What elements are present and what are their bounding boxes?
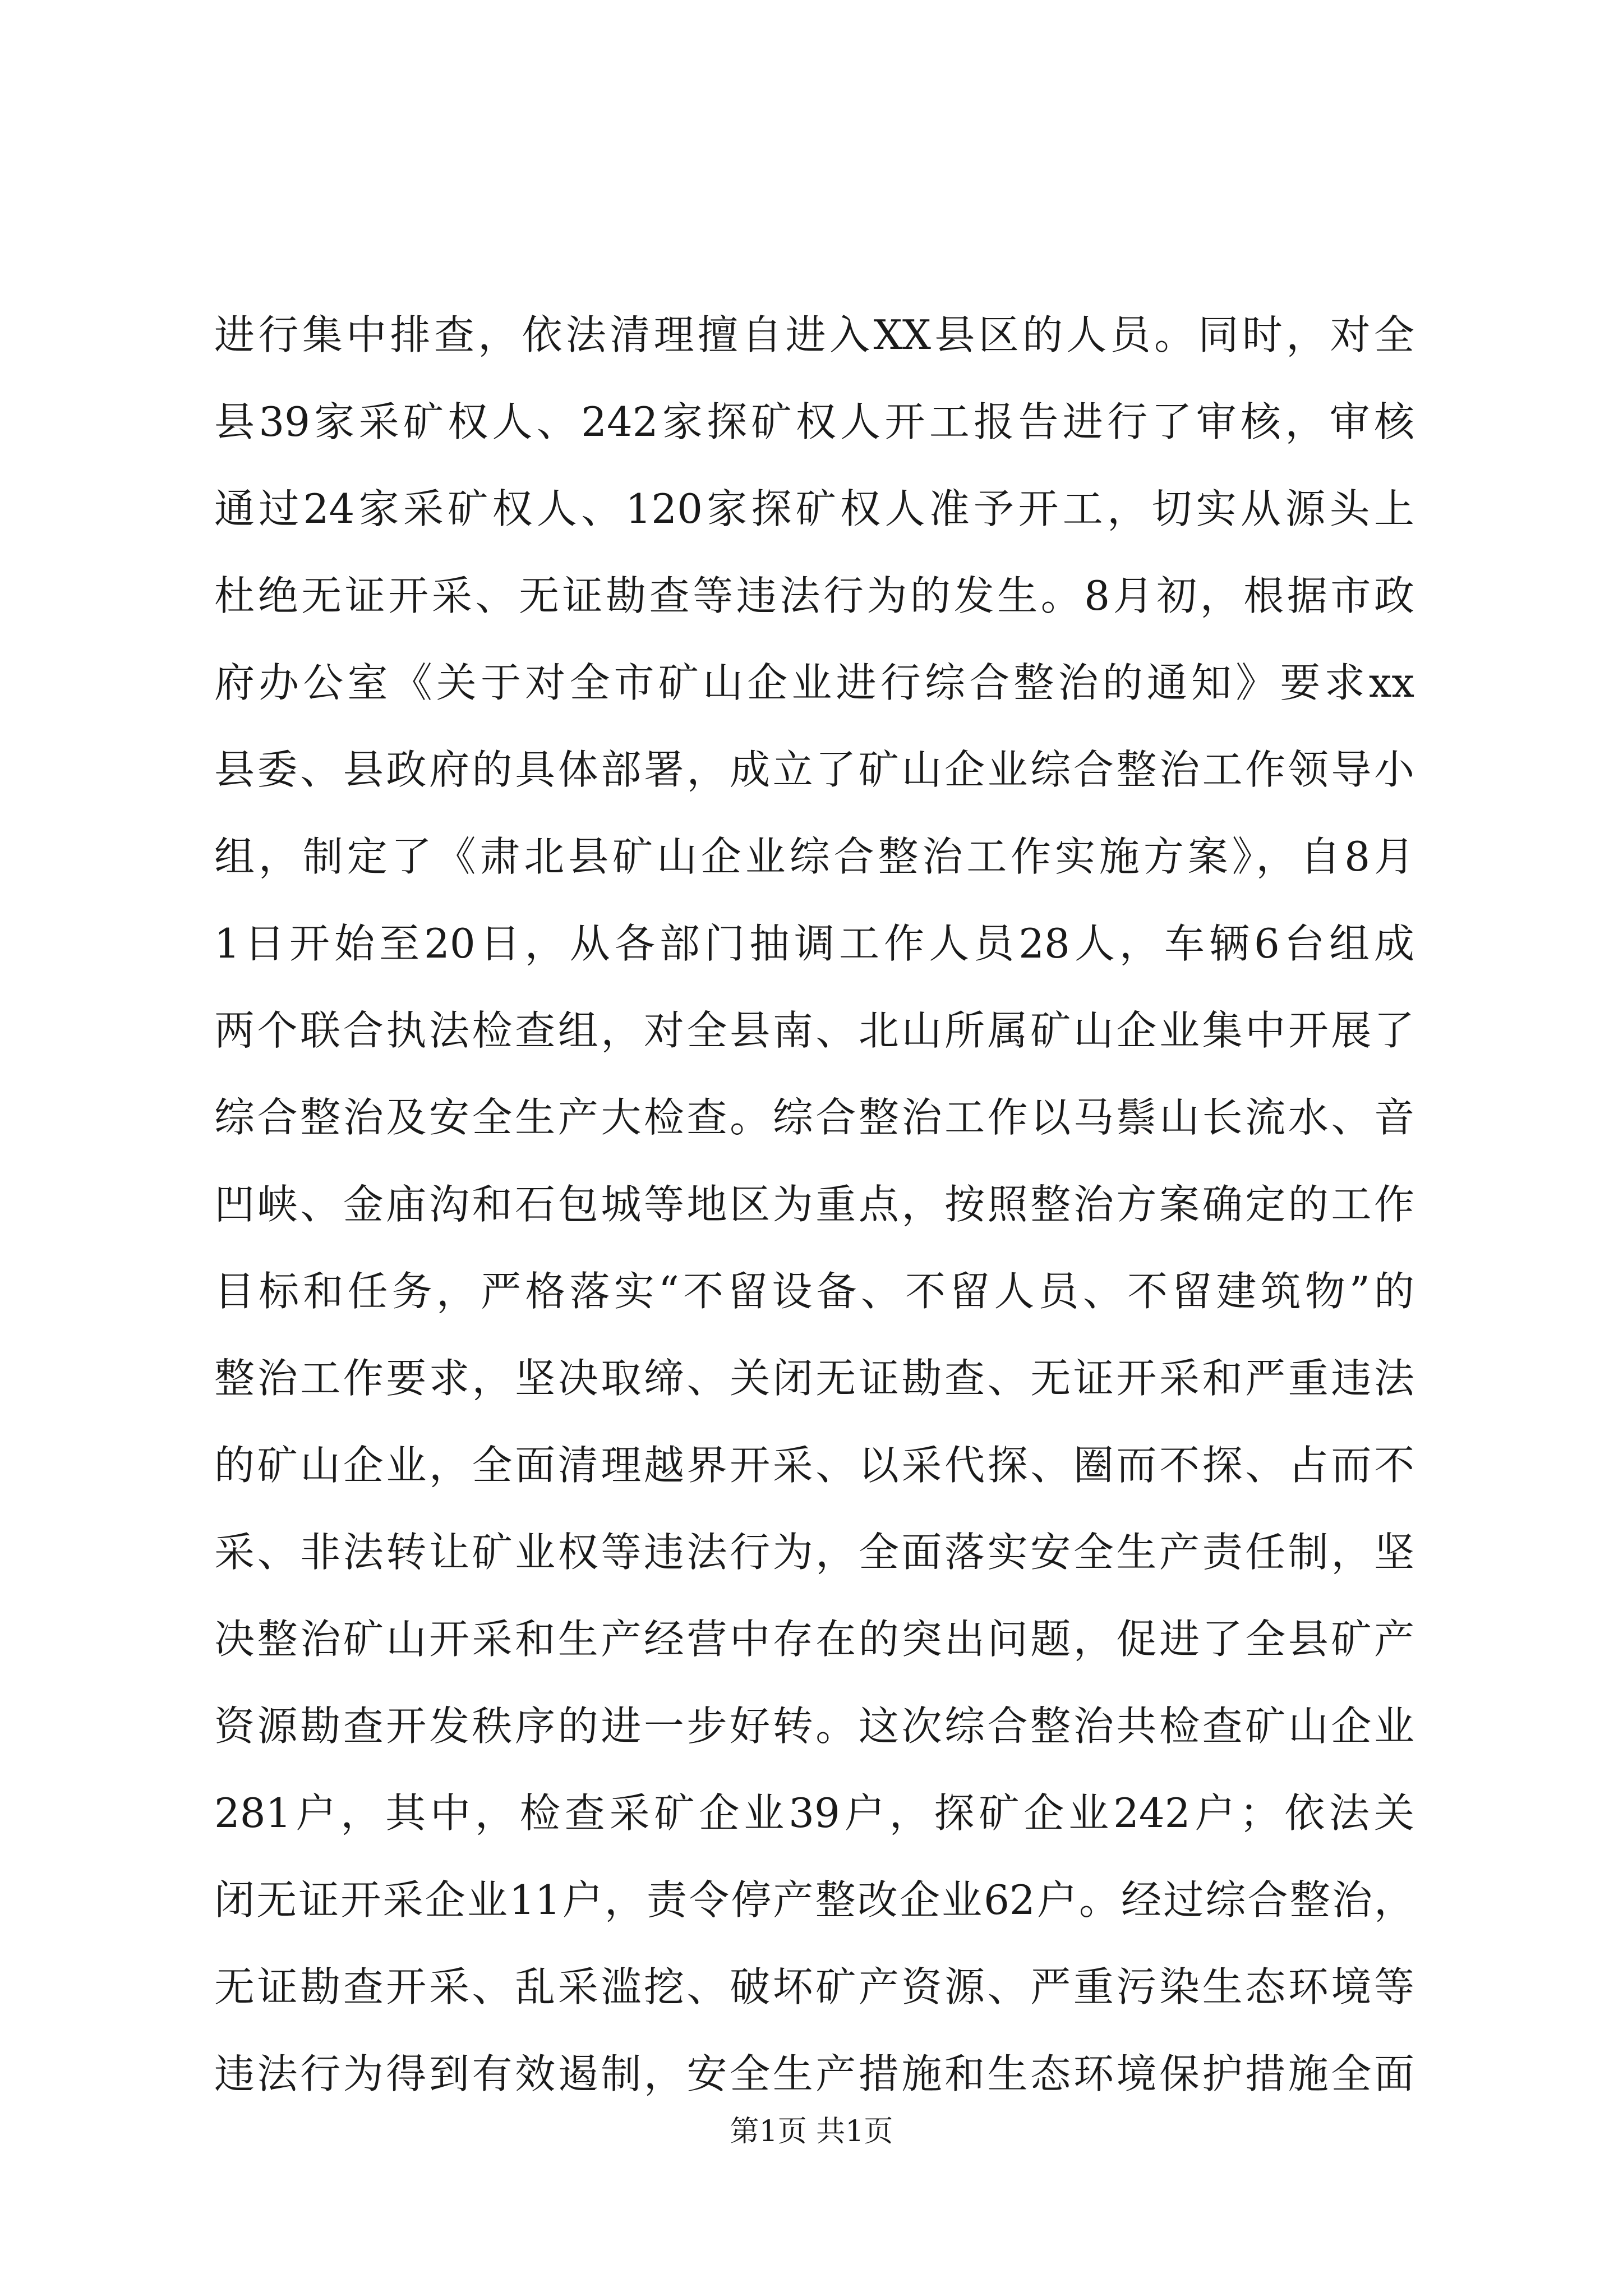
text-line: 进行集中排查，依法清理擅自进入XX县区的人员。同时，对全 [214, 311, 1414, 358]
page-number: 第1页 共1页 [730, 2115, 893, 2148]
text-line: 组，制定了《肃北县矿山企业综合整治工作实施方案》，自8月 [214, 833, 1414, 880]
text-line: 凹峡、金庙沟和石包城等地区为重点，按照整治方案确定的工作 [214, 1181, 1414, 1228]
text-line: 的矿山企业，全面清理越界开采、以采代探、圈而不探、占而不 [214, 1442, 1414, 1489]
text-line: 无证勘查开采、乱采滥挖、破坏矿产资源、严重污染生态环境等 [214, 1963, 1414, 2010]
page-footer [0, 2112, 1623, 2151]
text-line: 目标和任务，严格落实“不留设备、不留人员、不留建筑物”的 [214, 1268, 1414, 1315]
text-line: 杜绝无证开采、无证勘查等违法行为的发生。8月初，根据市政 [214, 572, 1414, 619]
text-line: 综合整治及安全生产大检查。综合整治工作以马鬃山长流水、音 [214, 1094, 1414, 1141]
text-line: 整治工作要求，坚决取缔、关闭无证勘查、无证开采和严重违法 [214, 1355, 1414, 1402]
text-line: 资源勘查开发秩序的进一步好转。这次综合整治共检查矿山企业 [214, 1703, 1414, 1750]
text-line: 决整治矿山开采和生产经营中存在的突出问题，促进了全县矿产 [214, 1616, 1414, 1663]
text-line: 采、非法转让矿业权等违法行为，全面落实安全生产责任制，坚 [214, 1529, 1414, 1576]
text-line: 通过24家采矿权人、120家探矿权人准予开工，切实从源头上 [214, 485, 1414, 532]
text-line: 县39家采矿权人、242家探矿权人开工报告进行了审核，审核 [214, 398, 1414, 445]
text-line: 281户，其中，检查采矿企业39户，探矿企业242户；依法关 [214, 1789, 1414, 1837]
text-line: 县委、县政府的具体部署，成立了矿山企业综合整治工作领导小 [214, 746, 1414, 793]
text-line: 两个联合执法检查组，对全县南、北山所属矿山企业集中开展了 [214, 1007, 1414, 1054]
text-line: 府办公室《关于对全市矿山企业进行综合整治的通知》要求xx [214, 659, 1414, 706]
text-line: 闭无证开采企业11户，责令停产整改企业62户。经过综合整治， [214, 1876, 1414, 1924]
text-line: 1日开始至20日，从各部门抽调工作人员28人，车辆6台组成 [214, 920, 1414, 967]
body-paragraph [214, 292, 1414, 2118]
text-line: 违法行为得到有效遏制，安全生产措施和生态环境保护措施全面 [214, 2050, 1414, 2097]
